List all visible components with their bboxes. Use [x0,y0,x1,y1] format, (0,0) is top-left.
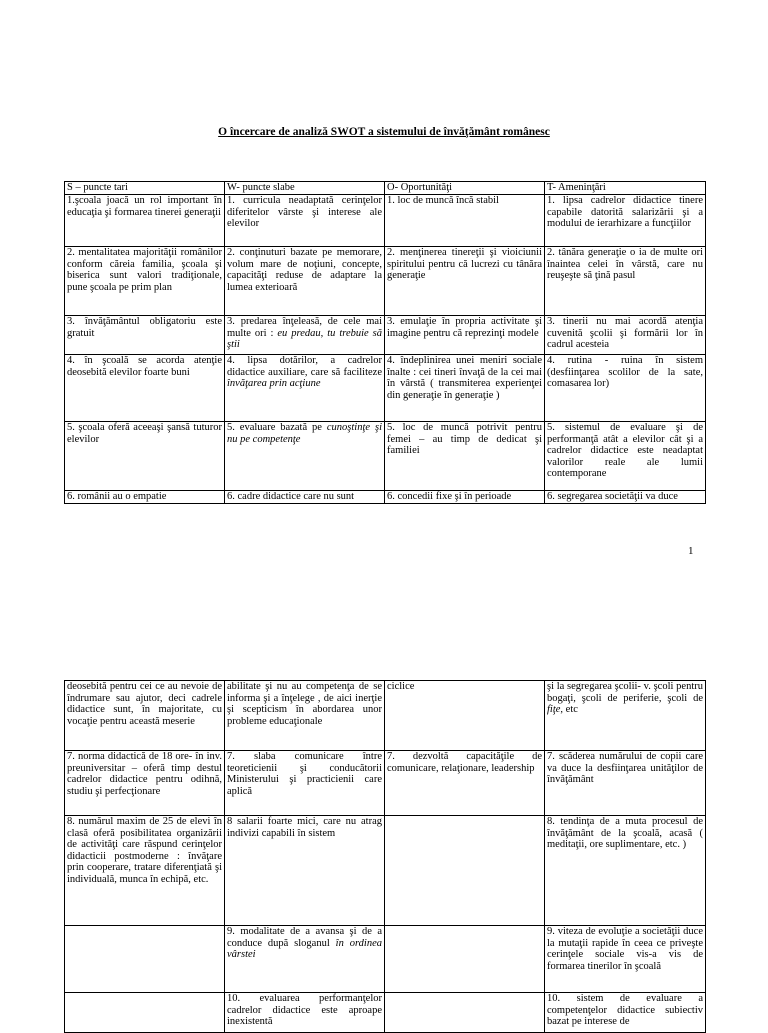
opportunity-cell: 6. concedii fixe şi în perioade [385,491,545,504]
weakness-cell [225,926,385,993]
strength-cell [65,926,225,993]
table-row [65,681,706,751]
strength-cell: 1.şcoala joacă un rol important în educaţia şi formarea tinerei generaţii [65,195,225,247]
threat-cell: 10. sistem de evaluare a competenţelor didactice subiectiv bazat pe interese de [545,993,706,1033]
cell-italic-text: cunoştinţe şi nu pe competenţe [227,422,382,445]
cell-italic-text: în ordinea vârstei [227,937,382,960]
weakness-cell: 8 salarii foarte mici, care nu atrag indivizi capabili în sistem [225,816,385,926]
threat-cell: 3. tinerii nu mai acordă atenţia cuvenită şcolii şi formării lor în cadrul acesteia [545,316,706,355]
table-row [65,422,706,491]
table-row [65,816,706,926]
weakness-cell: 2. conţinuturi bazate pe memorare, volum mare de noţiuni, concepte, capacităţi reduse de adaptare la lumea exterioară [225,247,385,316]
threat-cell: 8. tendinţa de a muta procesul de învăţământ de la şcoală, acasă ( meditaţii, ore suplimentare, etc. ) [545,816,706,926]
table-row [65,247,706,316]
strength-cell: deosebită pentru cei ce au nevoie de îndrumare sau ajutor, deci cadrele didactice sunt, în majoritate, cu vocaţie pentru această meserie [65,681,225,751]
strength-cell: 3. învăţământul obligatoriu este gratuit [65,316,225,355]
swot-table-page-1 [64,181,706,504]
cell-text: , etc [560,704,578,715]
threat-cell: 5. sistemul de evaluare şi de performanţă atât a elevilor cât şi a cadrelor didactice este neadaptat valorilor reale ale lumii contemporane [545,422,706,491]
strength-cell: 2. mentalitatea majorităţii românilor conform căreia familia, şcoala şi biserica sunt valori tradiţionale, pune şcoala pe prim plan [65,247,225,316]
strength-cell: 8. numărul maxim de 25 de elevi în clasă oferă posibilitatea organizării de activităţi care răspund cerinţelor didacticii postmoderne : învăţare prin cooperare, tratare diferenţiată şi individuală, munca în echipă, etc. [65,816,225,926]
opportunity-cell [385,926,545,993]
table-row [65,926,706,993]
header-strengths: S – puncte tari [65,182,225,195]
opportunity-cell: 5. loc de muncă potrivit pentru femei – au timp de dedicat şi familiei [385,422,545,491]
strength-cell: 7. norma didactică de 18 ore- în inv. preuniversitar – oferă timp destul cadrelor didactice pentru odihnă, studiu şi perfecţionare [65,751,225,816]
header-weaknesses: W- puncte slabe [225,182,385,195]
table-row [65,491,706,504]
table-row [65,316,706,355]
threat-cell: 2. tânăra generaţie o ia de multe ori înaintea celei în vârstă, care nu reuşeşte să ţină pasul [545,247,706,316]
weakness-cell: 1. curricula neadaptată cerinţelor diferitelor vârste şi interese ale elevilor [225,195,385,247]
opportunity-cell: 2. menţinerea tinereţii şi vioiciunii spiritului pentru că lucrezi cu tânăra generaţie [385,247,545,316]
weakness-cell: 10. evaluarea performanţelor cadrelor didactice este aproape inexistentă [225,993,385,1033]
weakness-cell: 7. slaba comunicare între teoreticienii şi conducătorii Ministerului şi practicienii care aplică [225,751,385,816]
swot-table-page-2 [64,680,706,1033]
cell-text: 5. evaluare bazată pe [227,422,327,433]
weakness-cell: 6. cadre didactice care nu sunt [225,491,385,504]
strength-cell: 4. în şcoală se acorda atenţie deosebită elevilor foarte buni [65,355,225,422]
cell-italic-text: eu predau, tu trebuie să ştii [227,327,382,350]
table-row [65,355,706,422]
threat-cell: 6. segregarea societăţii va duce [545,491,706,504]
opportunity-cell: 7. dezvoltă capacităţile de comunicare, relaţionare, leadership [385,751,545,816]
opportunity-cell [385,993,545,1033]
opportunity-cell: 1. loc de muncă încă stabil [385,195,545,247]
cell-text: 3. predarea înţeleasă, de cele mai multe ori : [227,316,382,339]
weakness-cell [225,422,385,491]
cell-italic-text: învăţarea prin acţiune [227,378,321,389]
table-row [65,993,706,1033]
threat-cell: 7. scăderea numărului de copii care va duce la desfiinţarea unităţilor de învăţământ [545,751,706,816]
opportunity-cell: ciclice [385,681,545,751]
strength-cell [65,993,225,1033]
cell-text: 9. modalitate de a avansa şi de a conduce după sloganul [227,926,382,949]
threat-cell: 9. viteza de evoluţie a societăţii duce la mutaţii rapide în ceea ce priveşte cerinţele sociale vis-a vis de formarea tinerilor în şcoală [545,926,706,993]
cell-italic-text: fiţe [547,704,561,715]
weakness-cell: abilitate şi nu au competenţa de se informa şi a înţelege , de aici inerţie şi scepticism în abordarea unor probleme educaţionale [225,681,385,751]
table-row [65,751,706,816]
opportunity-cell: 4. îndeplinirea unei meniri sociale înalte : cei tineri învaţă de la cei mai în vârstă ( transmiterea experienţei din generaţie în generaţie ) [385,355,545,422]
strength-cell: 5. şcoala oferă aceeaşi şansă tuturor elevilor [65,422,225,491]
page-number: 1 [688,545,694,557]
threat-cell: 1. lipsa cadrelor didactice tinere capabile datorită salarizării şi a modului de ierarhizare a funcţiilor [545,195,706,247]
weakness-cell [225,316,385,355]
threat-cell [545,681,706,751]
document-title: O încercare de analiză SWOT a sistemului de învăţământ românesc [218,126,550,138]
header-opportunities: O- Oportunităţi [385,182,545,195]
header-threats: T- Ameninţări [545,182,706,195]
cell-text: 4. lipsa dotărilor, a cadrelor didactice auxiliare, care să faciliteze [227,355,382,378]
cell-text: şi la segregarea şcolii- v. şcoli pentru bogaţi, şcoli de periferie, şcoli de [547,681,703,704]
table-row [65,195,706,247]
strength-cell: 6. românii au o empatie [65,491,225,504]
opportunity-cell: 3. emulaţie în propria activitate şi imagine pentru că reprezinţi modele [385,316,545,355]
weakness-cell [225,355,385,422]
table-header-row [65,182,706,195]
opportunity-cell [385,816,545,926]
threat-cell: 4. rutina - ruina în sistem (desfiinţarea scolilor de la sate, comasarea lor) [545,355,706,422]
